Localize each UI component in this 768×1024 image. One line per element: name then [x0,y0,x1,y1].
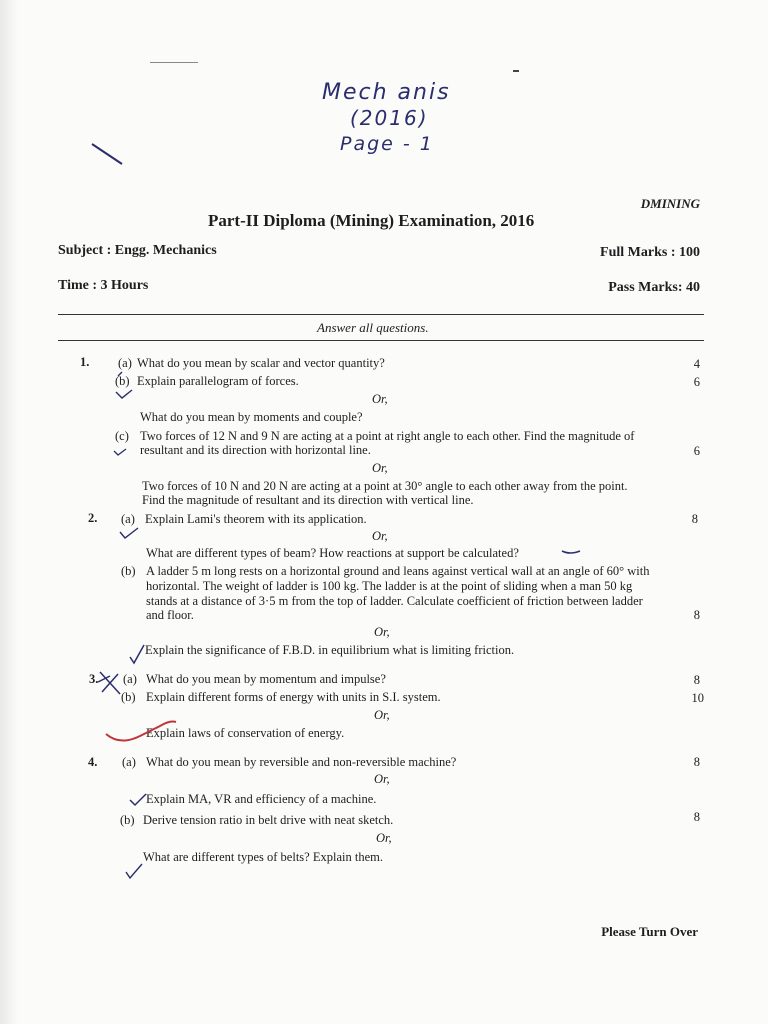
exam-code: DMINING [640,196,700,211]
q1a-text: What do you mean by scalar and vector quantity? [137,356,385,370]
q1c-text-1: Two forces of 12 N and 9 N are acting at a point at right angle to each other. Find the magnitude of [140,429,635,443]
q2a-text: Explain Lami's theorem with its application. [145,512,367,526]
or-label: Or, [374,625,390,639]
pass-marks: Pass Marks: 40 [608,280,700,295]
time: Time : 3 Hours [58,278,149,293]
q4b-text: Derive tension ratio in belt drive with neat sketch. [143,813,394,827]
q1a-label: (a) [118,356,132,370]
q1b-marks: 6 [693,375,700,389]
instruction: Answer all questions. [317,320,429,335]
cross-mark-icon [96,670,128,700]
q4b-alt: What are different types of belts? Explain them. [143,850,383,864]
q4b-marks: 8 [693,810,700,824]
red-strike-icon [100,716,180,750]
q3a-label: (a) [123,672,137,686]
q3b-text: Explain different forms of energy with units in S.I. system. [146,690,441,704]
q2b-text-3: stands at a distance of 3·5 m from the top of ladder. Calculate coefficient of friction between ladder [146,594,643,608]
q1b-text: Explain parallelogram of forces. [137,374,299,388]
q3b-marks: 10 [691,691,704,705]
tick-mark-icon [128,792,148,808]
q4a-label: (a) [122,755,136,769]
q3b-alt: Explain laws of conservation of energy. [146,726,345,740]
or-label: Or, [372,392,388,406]
q1c-label: (c) [115,429,129,443]
handwritten-slash [88,140,128,170]
handwritten-page: Page - 1 [340,133,434,155]
scan-shadow [0,0,18,1024]
handwritten-title: Mech anis [322,80,451,105]
subject: Subject : Engg. Mechanics [58,243,217,258]
or-label: Or, [372,529,388,543]
q2b-alt: Explain the significance of F.B.D. in equilibrium what is limiting friction. [145,643,515,657]
q2b-marks: 8 [693,608,700,622]
or-label: Or, [374,772,390,786]
q1c-text-2: resultant and its direction with horizontal line. [140,443,371,457]
q2b-text-2: horizontal. The weight of ladder is 100 kg. The ladder is at the point of sliding when a man 50 kg [146,579,633,593]
q2b-text-1: A ladder 5 m long rests on a horizontal ground and leans against vertical wall at an angle of 60° with [146,564,650,578]
dash-mark-icon [560,545,584,559]
please-turn-over: Please Turn Over [601,924,698,939]
tick-mark-icon [128,643,148,665]
tick-mark-icon [118,526,140,542]
q1a-marks: 4 [693,357,700,371]
q3b-label: (b) [121,690,136,704]
q2b-label: (b) [121,564,136,578]
scan-top-line [150,62,198,63]
exam-title: Part-II Diploma (Mining) Examination, 2016 [208,211,535,230]
q2a-label: (a) [121,512,135,526]
q3-number: 3. [89,672,99,686]
q2a-marks: 8 [691,512,698,526]
q1b-label: (b) [115,374,130,388]
q4a-text: What do you mean by reversible and non-reversible machine? [146,755,457,769]
q1c-marks: 6 [693,444,700,458]
rule-top [58,314,704,315]
q2a-alt: What are different types of beam? How reactions at support be calculated? [146,546,519,560]
q4a-alt: Explain MA, VR and efficiency of a machine. [146,792,377,806]
q3a-marks: 8 [693,673,700,687]
or-label: Or, [376,831,392,845]
q4-number: 4. [88,755,98,769]
q1c-alt-1: Two forces of 10 N and 20 N are acting at a point at 30° angle to each other away from the point. [142,479,628,493]
q1c-alt-2: Find the magnitude of resultant and its direction with vertical line. [142,493,474,507]
q2-number: 2. [88,511,98,525]
or-label: Or, [372,461,388,475]
q2b-text-4: and floor. [146,608,194,622]
rule-bottom [58,340,704,341]
q4a-marks: 8 [693,755,700,769]
tick-mark-icon [110,445,130,459]
q1b-alt: What do you mean by moments and couple? [140,410,363,424]
scan-dot [513,70,519,72]
full-marks: Full Marks : 100 [600,245,700,260]
or-label: Or, [374,708,390,722]
handwritten-year: (2016) [350,106,429,130]
q1-number: 1. [80,355,90,369]
tick-mark-icon [124,862,146,882]
tick-mark-icon [112,360,136,400]
q3a-text: What do you mean by momentum and impulse? [146,672,386,686]
q4b-label: (b) [120,813,135,827]
